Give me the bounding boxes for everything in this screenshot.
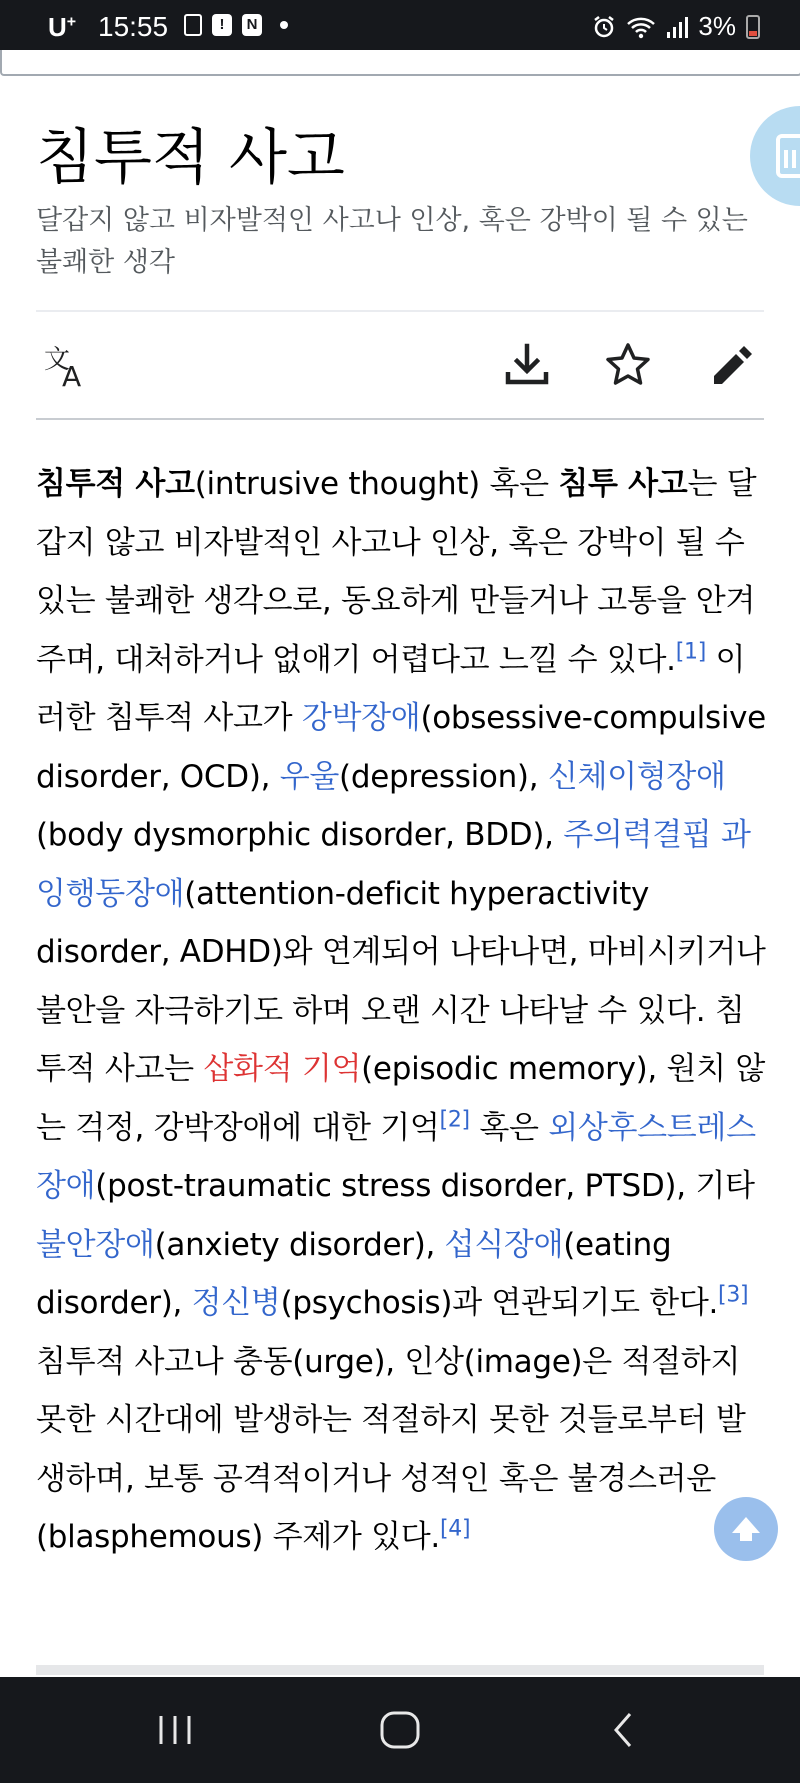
page-description: 달갑지 않고 비자발적인 사고나 인상, 혹은 강박이 될 수 있는 불쾌한 생각 — [36, 205, 748, 278]
link-bdd[interactable]: 신체이형장애 — [547, 758, 726, 795]
carrier-label: U+ — [48, 12, 77, 42]
notification-badge-icon: N — [242, 14, 262, 36]
article-body — [36, 455, 766, 1567]
reference-link-4[interactable]: [4] — [439, 1516, 471, 1542]
link-ocd[interactable]: 강박장애 — [301, 700, 421, 736]
body-text: 혹은 — [469, 1109, 549, 1146]
battery-icon — [746, 15, 760, 39]
battery-percent: 3% — [698, 11, 736, 41]
svg-text:文: 文 — [44, 345, 71, 375]
body-text: (depression), — [339, 758, 548, 795]
svg-text:A: A — [62, 360, 82, 390]
reference-link-3[interactable]: [3] — [718, 1282, 749, 1308]
alert-icon: ! — [212, 14, 232, 36]
translate-icon[interactable] — [42, 340, 92, 390]
edit-icon[interactable] — [706, 340, 756, 390]
body-text: (psychosis)과 연관되기도 한다. — [280, 1285, 719, 1321]
body-text: 이러한 침투적 사고가 — [36, 641, 746, 736]
body-text: (post-traumatic stress disorder, PTSD), 기타 — [95, 1168, 755, 1204]
body-text: (episodic memory), 원치 않는 걱정, 강박장애에 대한 기억 — [36, 1051, 766, 1146]
wifi-icon — [626, 15, 656, 39]
body-text: (obsessive-compulsive disorder, OCD), — [36, 700, 766, 795]
star-icon[interactable] — [603, 340, 653, 390]
link-adhd[interactable]: 주의력결핍 과잉행동장애 — [36, 817, 751, 912]
body-text: (body dysmorphic disorder, BDD), — [36, 817, 564, 853]
navigation-bar — [0, 1677, 800, 1783]
link-anxiety-disorder[interactable]: 불안장애 — [36, 1226, 155, 1263]
body-text: 는 달갑지 않고 비자발적인 사고나 인상, 혹은 강박이 될 수 있는 불쾌한 생각으로, 동요하게 만들거나 고통을 안겨 주며, 대처하거나 없애기 어렵다고 느낄 수 있다. — [36, 466, 757, 678]
sim-icon — [184, 14, 202, 36]
floating-page-tools-button[interactable] — [750, 106, 800, 206]
reference-link-1[interactable]: [1] — [675, 639, 706, 665]
alarm-icon — [592, 15, 616, 39]
redlink-episodic-memory[interactable]: 삽화적 기억 — [203, 1051, 362, 1087]
section-separator — [36, 1665, 764, 1675]
document-icon — [776, 134, 800, 178]
link-depression[interactable]: 우울 — [279, 758, 340, 795]
recent-apps-icon[interactable] — [155, 1710, 195, 1750]
link-ptsd[interactable]: 외상후스트레스장애 — [36, 1109, 756, 1204]
more-notifications-dot-icon — [280, 21, 288, 29]
notification-icons — [184, 14, 288, 36]
body-text: (anxiety disorder), — [154, 1226, 445, 1263]
bold-term-alt: 침투 사고 — [558, 466, 688, 502]
status-bar — [0, 0, 800, 50]
reference-link-2[interactable]: [2] — [439, 1107, 470, 1133]
divider-toolbar — [36, 418, 764, 420]
divider-top — [36, 310, 764, 312]
signal-icon — [666, 15, 688, 39]
home-icon[interactable] — [378, 1710, 422, 1750]
bold-term: 침투적 사고 — [36, 466, 195, 502]
download-icon[interactable] — [502, 340, 552, 390]
body-text: 침투적 사고나 충동(urge), 인상(image)은 적절하지 못한 시간대에 발생하는 적절하지 못한 것들로부터 발생하며, 보통 공격적이거나 성적인 혹은 불경스러운(blasphemous) 주제가 있다. — [36, 1343, 746, 1555]
body-text: (attention-deficit hyperactivity disorder, ADHD)와 연계되어 나타나면, 마비시키거나 불안을 자극하기도 하며 오랜 시간 나타날 수 있다. 침투적 사고는 — [36, 875, 766, 1087]
search-bar[interactable] — [0, 50, 800, 76]
system-icons — [592, 11, 760, 42]
link-psychosis[interactable]: 정신병 — [191, 1285, 281, 1321]
scroll-to-top-button[interactable] — [714, 1497, 778, 1561]
link-eating-disorder[interactable]: 섭식장애 — [444, 1226, 564, 1263]
back-icon[interactable] — [604, 1710, 644, 1750]
body-text: (eating disorder), — [36, 1226, 672, 1321]
page-title: 침투적 사고 — [36, 123, 345, 193]
body-text: (intrusive thought) 혹은 — [194, 466, 559, 502]
arrow-up-icon — [726, 1509, 766, 1549]
clock: 15:55 — [98, 11, 169, 42]
